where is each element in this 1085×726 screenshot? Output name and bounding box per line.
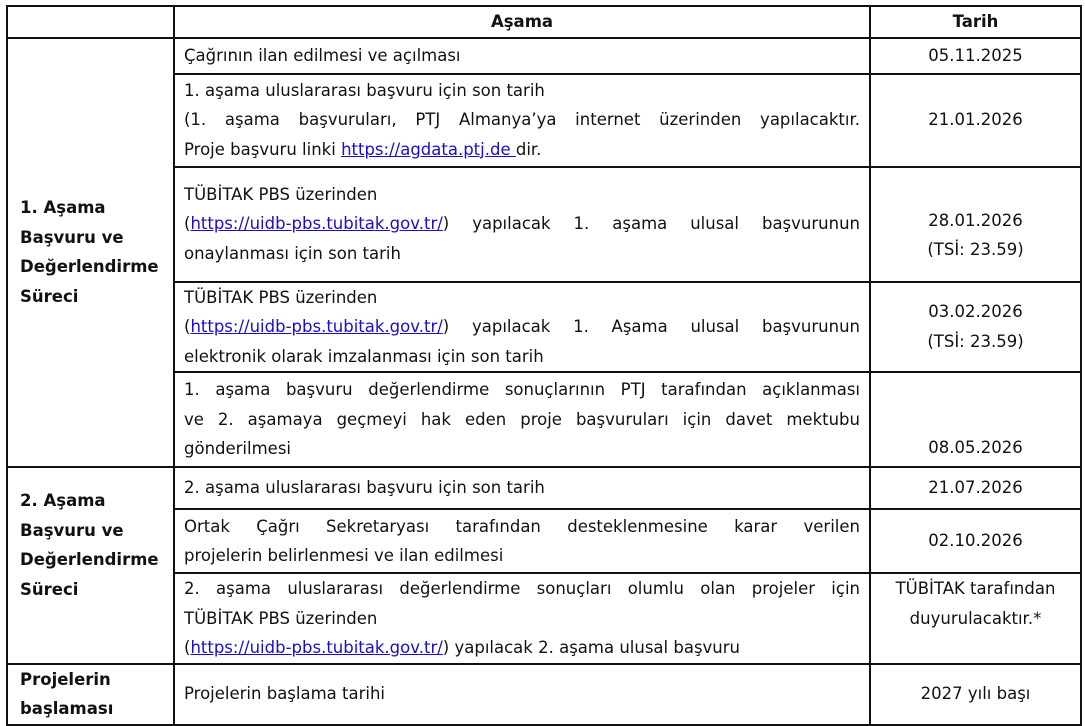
tubitak-pbs-link[interactable]: https://uidb-pbs.tubitak.gov.tr/: [190, 638, 443, 657]
step-description: Ortak Çağrı Sekretaryası tarafından desteklenmesine karar verilen projelerin belirlenmesi ve ilan edilmesi: [174, 509, 870, 573]
step-date: 05.11.2025: [870, 38, 1081, 74]
header-date: Tarih: [870, 6, 1081, 38]
step-description: Çağrının ilan edilmesi ve açılması: [174, 38, 870, 74]
step-date: 03.02.2026 (TSİ: 23.59): [870, 282, 1081, 373]
tubitak-pbs-link[interactable]: https://uidb-pbs.tubitak.gov.tr/: [190, 317, 443, 336]
schedule-table: [6, 5, 1082, 726]
table-row: [7, 467, 1081, 509]
step-date: 2027 yılı başı: [870, 664, 1081, 725]
table-row: [7, 38, 1081, 74]
step-date: 02.10.2026: [870, 509, 1081, 573]
stage-2-label: 2. Aşama Başvuru ve Değerlendirme Süreci: [7, 467, 174, 664]
stage-3-label: Projelerin başlaması: [7, 664, 174, 725]
step-date: 21.07.2026: [870, 467, 1081, 509]
table-row: [7, 664, 1081, 725]
header-stage: [7, 6, 174, 38]
step-description: 1. aşama başvuru değerlendirme sonuçlarının PTJ tarafından açıklanması ve 2. aşamaya geçmeyi hak eden proje başvuruları için davet mektubu gönderilmesi: [174, 372, 870, 467]
ptj-application-link[interactable]: https://agdata.ptj.de: [341, 139, 516, 159]
step-description: TÜBİTAK PBS üzerinden (https://uidb-pbs.tubitak.gov.tr/) yapılacak 1. aşama ulusal başvurunun onaylanması için son tarih: [174, 167, 870, 282]
step-description: Projelerin başlama tarihi: [174, 664, 870, 725]
header-row: [7, 6, 1081, 38]
step-date: TÜBİTAK tarafından duyurulacaktır.*: [870, 573, 1081, 664]
step-description: TÜBİTAK PBS üzerinden (https://uidb-pbs.tubitak.gov.tr/) yapılacak 1. Aşama ulusal başvurunun elektronik olarak imzalanması için son tarih: [174, 282, 870, 373]
tubitak-pbs-link[interactable]: https://uidb-pbs.tubitak.gov.tr/: [190, 214, 443, 234]
step-description: 2. aşama uluslararası değerlendirme sonuçları olumlu olan projeler için TÜBİTAK PBS üzerinden (https://uidb-pbs.tubitak.gov.tr/) yapılacak 2. aşama ulusal başvuru: [174, 573, 870, 664]
step-date: 21.01.2026: [870, 74, 1081, 167]
stage-1-label: 1. Aşama Başvuru ve Değerlendirme Süreci: [7, 38, 174, 468]
step-date: 08.05.2026: [870, 372, 1081, 467]
step-date: 28.01.2026 (TSİ: 23.59): [870, 167, 1081, 282]
header-step: Aşama: [174, 6, 870, 38]
step-description: 1. aşama uluslararası başvuru için son tarih (1. aşama başvuruları, PTJ Almanya’ya internet üzerinden yapılacaktır. Proje başvuru linki https://agdata.ptj.de dir.: [174, 74, 870, 167]
step-description: 2. aşama uluslararası başvuru için son tarih: [174, 467, 870, 509]
